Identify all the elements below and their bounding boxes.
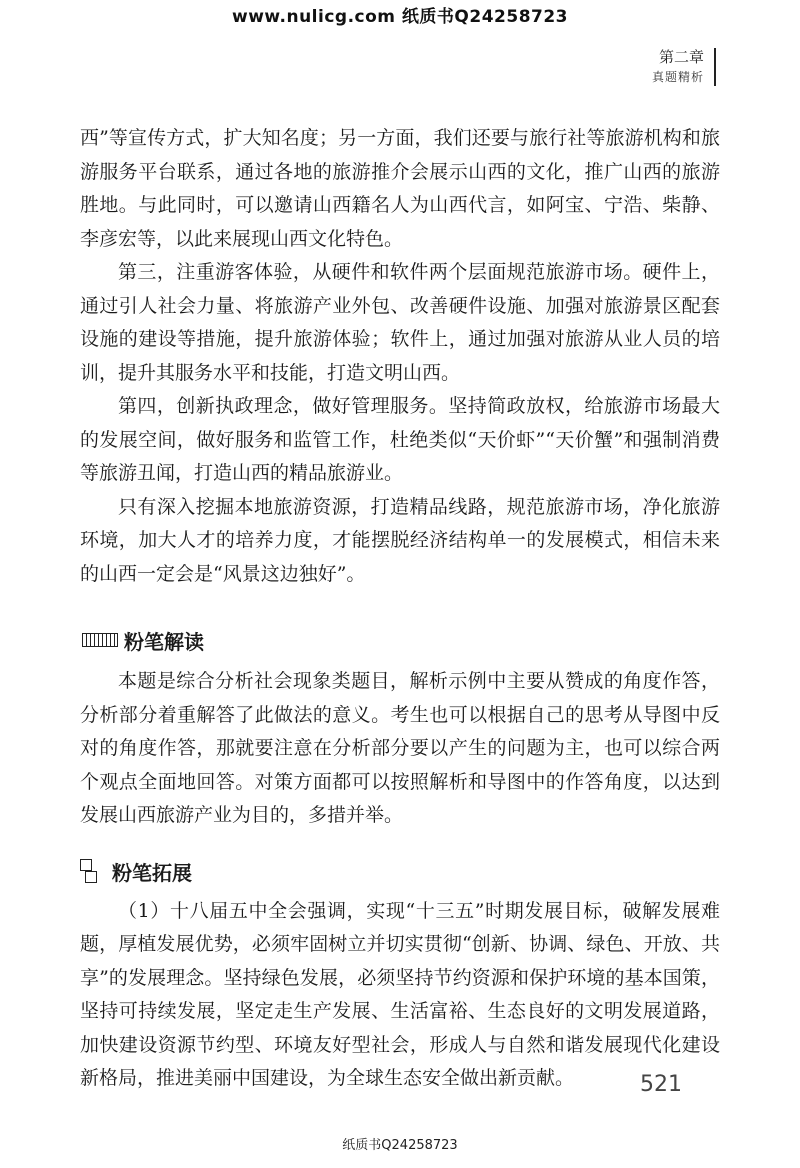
section-heading-read [80,625,720,655]
page-content [80,122,720,1096]
top-watermark: www.nulicg.com 纸质书Q24258723 [231,7,569,27]
section-extension-text: （1）十八届五中全会强调，实现“十三五”时期发展目标，破解发展难题，厚植发展优势，必须牢固树立并切实贯彻“创新、协调、绿色、开放、共享”的发展理念。坚持绿色发展，必须坚持节约资源和保护环境的基本国策，坚持可持续发展，坚定走生产发展、生活富裕、生态良好的文明发展道路，加快建设资源节约型、环境友好型社会，形成人与自然和谐发展现代化建设新格局，推进美丽中国建设，为全球生态安全做出新贡献。 [80,899,720,1089]
section-heading-extension [80,857,720,887]
book-icon [82,633,118,647]
page-number: 521 [640,1072,682,1097]
paragraph: 第四，创新执政理念，做好管理服务。坚持简政放权，给旅游市场最大的发展空间，做好服务和监管工作，杜绝类似“天价虾”“天价蟹”和强制消费等旅游丑闻，打造山西的精品旅游业。 [80,395,720,484]
paragraph: 只有深入挖掘本地旅游资源，打造精品线路，规范旅游市场，净化旅游环境，加大人才的培养力度，才能摆脱经济结构单一的发展模式，相信未来的山西一定会是“风景这边独好”。 [80,495,720,585]
extension-icon [80,859,98,885]
chapter-header [652,46,704,86]
section-title: 粉笔解读 [124,629,204,654]
section-title: 粉笔拓展 [112,861,192,885]
chapter-divider [714,48,716,86]
section-read-text: 本题是综合分析社会现象类题目，解析示例中主要从赞成的角度作答，分析部分着重解答了此做法的意义。考生也可以根据自己的思考从导图中反对的角度作答，那就要注意在分析部分要以产生的问题为主，也可以综合两个观点全面地回答。对策方面都可以按照解析和导图中的作答角度，以达到发展山西旅游产业为目的，多措并举。 [80,670,720,826]
bottom-watermark: 纸质书Q24258723 [342,1138,458,1153]
chapter-title: 第二章 [658,48,704,66]
paragraph: 第三，注重游客体验，从硬件和软件两个层面规范旅游市场。硬件上，通过引人社会力量、将旅游产业外包、改善硬件设施、加强对旅游景区配套设施的建设等措施，提升旅游体验；软件上，通过加强对旅游从业人员的培训，提升其服务水平和技能，打造文明山西。 [80,261,720,384]
chapter-subtitle: 真题精析 [651,70,704,84]
paragraph-continued: 西”等宣传方式，扩大知名度；另一方面，我们还要与旅行社等旅游机构和旅游服务平台联系，通过各地的旅游推介会展示山西的文化，推广山西的旅游胜地。与此同时，可以邀请山西籍名人为山西代言，如阿宝、宁浩、柴静、李彦宏等，以此来展现山西文化特色。 [80,127,720,250]
